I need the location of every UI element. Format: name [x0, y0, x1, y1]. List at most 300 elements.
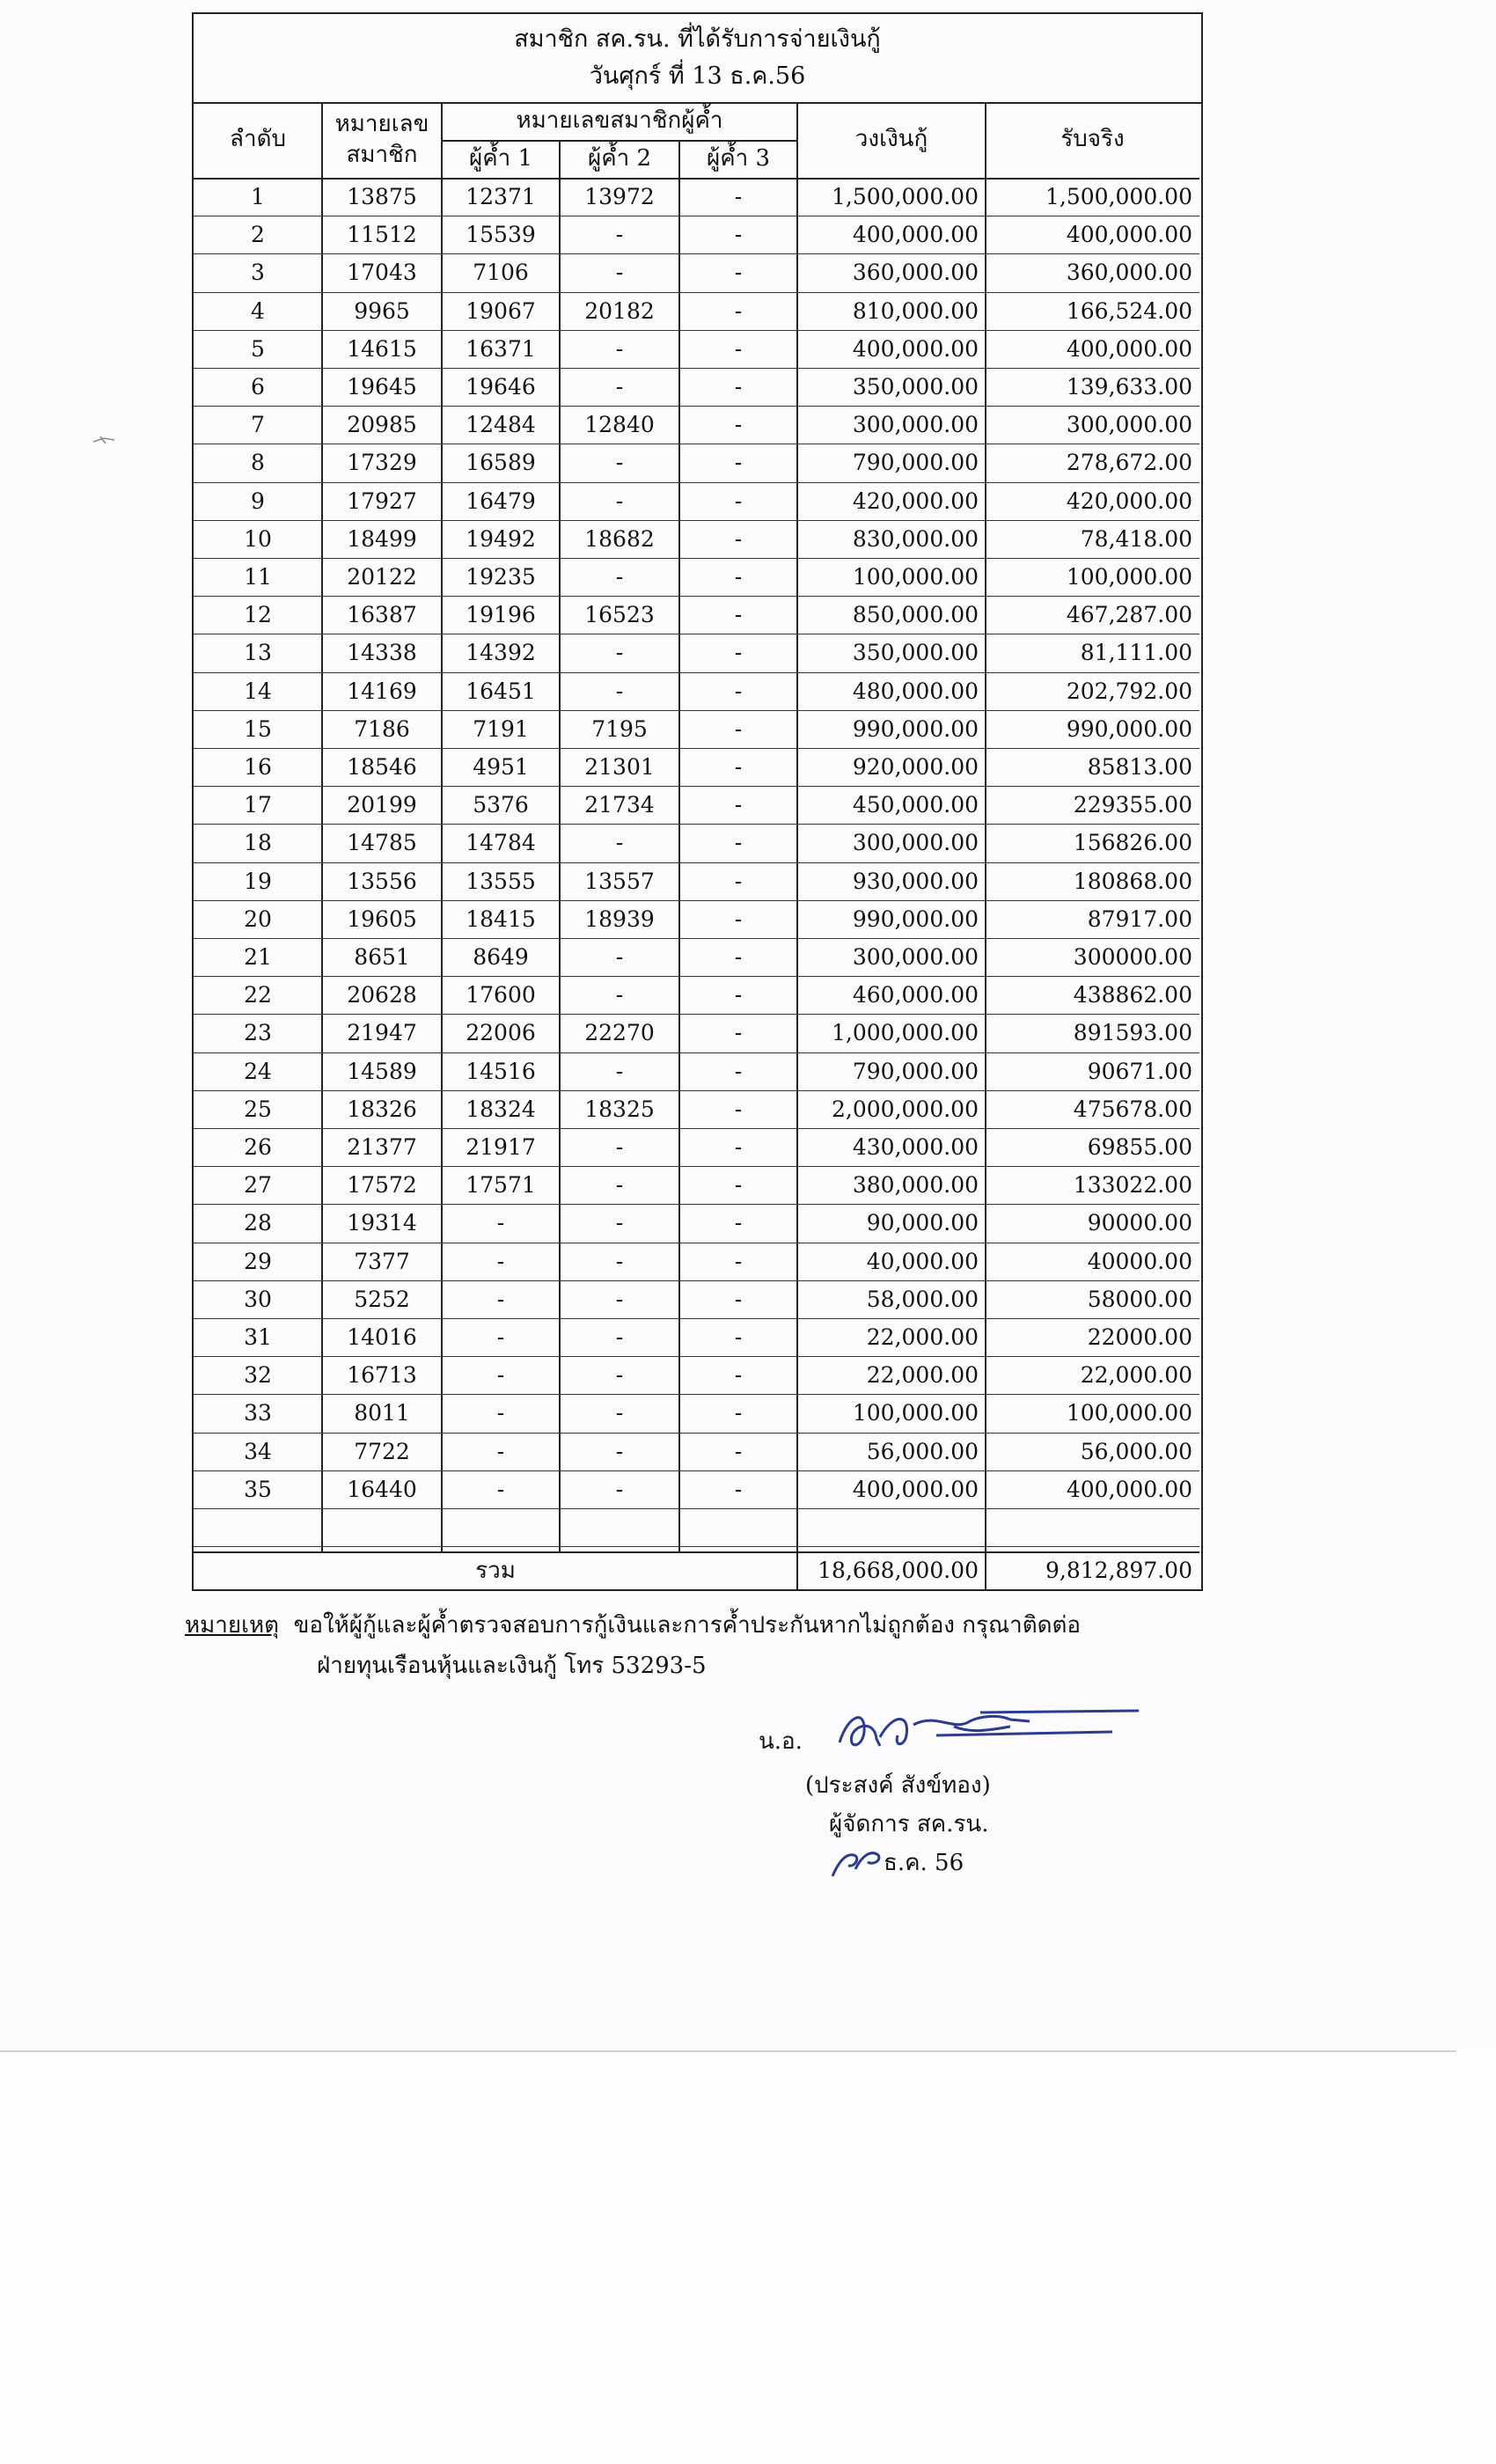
table-row: [194, 559, 1199, 597]
signer-position: ผู้จัดการ สค.รน.: [829, 1811, 989, 1837]
cell-guarantor-1: 14516: [466, 1058, 536, 1084]
header-loan-limit: วงเงินกู้: [854, 126, 928, 153]
cell-seq: 18: [244, 830, 272, 856]
cell-loan-limit: 450,000.00: [852, 792, 979, 818]
table-row: [194, 939, 1199, 977]
cell-guarantor-3: -: [734, 602, 743, 628]
header-seq: ลำดับ: [230, 126, 286, 153]
handwritten-signature: [822, 1697, 1156, 1767]
cell-guarantor-2: -: [615, 260, 624, 286]
table-row: [194, 825, 1199, 862]
cell-member-no: 14615: [347, 335, 417, 362]
table-row: [194, 1319, 1199, 1357]
cell-loan-limit: 56,000.00: [866, 1438, 979, 1464]
cell-member-no: 17043: [347, 260, 417, 286]
row-divider: [194, 1546, 1199, 1547]
cell-seq: 22: [244, 982, 272, 1008]
table-row: [194, 977, 1199, 1015]
cell-received: 40000.00: [1087, 1248, 1192, 1274]
cell-member-no: 13875: [347, 184, 417, 209]
cell-received: 58000.00: [1087, 1286, 1192, 1312]
cell-guarantor-3: -: [734, 1438, 743, 1464]
cell-received: 156826.00: [1073, 830, 1192, 856]
table-row: [194, 254, 1199, 292]
header-guarantor-group: หมายเลขสมาชิกผู้ค้ำ: [516, 107, 723, 135]
table-row: [194, 483, 1199, 521]
cell-guarantor-1: -: [496, 1438, 505, 1464]
cell-guarantor-3: -: [734, 1058, 743, 1084]
cell-guarantor-1: 21917: [466, 1134, 536, 1160]
cell-guarantor-2: 21301: [584, 754, 655, 780]
table-row: [194, 1243, 1199, 1281]
cell-guarantor-2: 18682: [584, 525, 655, 552]
cell-loan-limit: 300,000.00: [852, 412, 979, 438]
cell-guarantor-1: 16589: [466, 450, 536, 476]
cell-received: 229355.00: [1073, 792, 1192, 818]
cell-member-no: 8651: [354, 944, 410, 970]
title-line-1: สมาชิก สค.รน. ที่ได้รับการจ่ายเงินกู้: [514, 26, 881, 53]
header-member-no-line1: หมายเลข: [334, 110, 429, 137]
table-row: [194, 1434, 1199, 1471]
cell-guarantor-1: 19646: [466, 374, 536, 400]
cell-guarantor-1: 12371: [466, 184, 536, 209]
cell-guarantor-1: 19235: [466, 564, 536, 590]
cell-guarantor-2: -: [615, 1362, 624, 1389]
cell-member-no: 20985: [347, 412, 417, 438]
table-row: [194, 1357, 1199, 1395]
cell-seq: 35: [244, 1476, 272, 1502]
cell-member-no: 21947: [347, 1020, 417, 1046]
cell-guarantor-3: -: [734, 792, 743, 818]
cell-received: 180868.00: [1073, 868, 1192, 894]
header-divider: [442, 140, 797, 142]
signer-rank: น.อ.: [759, 1728, 803, 1755]
cell-received: 990,000.00: [1066, 715, 1192, 742]
cell-guarantor-1: -: [496, 1324, 505, 1350]
cell-loan-limit: 350,000.00: [852, 640, 979, 666]
cell-guarantor-3: -: [734, 335, 743, 362]
cell-guarantor-3: -: [734, 1400, 743, 1426]
cell-loan-limit: 930,000.00: [852, 868, 979, 894]
total-label: รวม: [475, 1558, 516, 1584]
cell-guarantor-3: -: [734, 297, 743, 324]
cell-guarantor-2: -: [615, 335, 624, 362]
cell-guarantor-3: -: [734, 1324, 743, 1350]
cell-seq: 13: [244, 640, 272, 666]
cell-member-no: 14785: [347, 830, 417, 856]
cell-guarantor-1: 5376: [473, 792, 529, 818]
cell-received: 166,524.00: [1066, 297, 1192, 324]
cell-guarantor-1: 18324: [466, 1096, 536, 1122]
cell-seq: 12: [244, 602, 272, 628]
cell-guarantor-1: 12484: [466, 412, 536, 438]
cell-guarantor-1: 16479: [466, 488, 536, 514]
cell-received: 300000.00: [1073, 944, 1192, 970]
cell-member-no: 17572: [347, 1172, 417, 1199]
table-row: [194, 444, 1199, 482]
cell-received: 438862.00: [1073, 982, 1192, 1008]
cell-guarantor-2: -: [615, 1172, 624, 1199]
title-line-2: วันศุกร์ ที่ 13 ธ.ค.56: [589, 62, 806, 90]
cell-loan-limit: 990,000.00: [852, 906, 979, 932]
cell-loan-limit: 100,000.00: [852, 1400, 979, 1426]
header-guarantor-2: ผู้ค้ำ 2: [587, 145, 652, 172]
signature-date: ธ.ค. 56: [884, 1850, 964, 1876]
cell-guarantor-2: -: [615, 640, 624, 666]
cell-seq: 28: [244, 1210, 272, 1236]
header-guarantor-3: ผู้ค้ำ 3: [706, 145, 771, 172]
cell-guarantor-3: -: [734, 412, 743, 438]
cell-loan-limit: 300,000.00: [852, 830, 979, 856]
cell-received: 400,000.00: [1066, 222, 1192, 248]
cell-guarantor-2: 21734: [584, 792, 655, 818]
cell-guarantor-1: 14784: [466, 830, 536, 856]
table-row: [194, 1091, 1199, 1129]
cell-received: 1,500,000.00: [1045, 184, 1192, 209]
cell-guarantor-2: -: [615, 1058, 624, 1084]
cell-loan-limit: 22,000.00: [866, 1324, 979, 1350]
cell-guarantor-1: -: [496, 1362, 505, 1389]
cell-seq: 29: [244, 1248, 272, 1274]
scan-speck-mark: [92, 433, 118, 447]
cell-guarantor-3: -: [734, 868, 743, 894]
cell-guarantor-1: 7191: [473, 715, 529, 742]
table-row: [194, 673, 1199, 711]
cell-guarantor-3: -: [734, 564, 743, 590]
cell-guarantor-2: -: [615, 678, 624, 704]
table-row: [194, 521, 1199, 559]
cell-guarantor-3: -: [734, 1476, 743, 1502]
cell-seq: 10: [244, 525, 272, 552]
cell-received: 90000.00: [1087, 1210, 1192, 1236]
cell-seq: 27: [244, 1172, 272, 1199]
cell-loan-limit: 420,000.00: [852, 488, 979, 514]
cell-seq: 31: [244, 1324, 272, 1350]
cell-received: 360,000.00: [1066, 260, 1192, 286]
cell-guarantor-2: -: [615, 1248, 624, 1274]
cell-seq: 20: [244, 906, 272, 932]
total-received: 9,812,897.00: [1045, 1558, 1192, 1583]
cell-received: 22,000.00: [1080, 1362, 1192, 1389]
cell-guarantor-3: -: [734, 260, 743, 286]
cell-member-no: 11512: [347, 222, 417, 248]
cell-seq: 26: [244, 1134, 272, 1160]
cell-guarantor-2: 16523: [584, 602, 655, 628]
table-row: [194, 1471, 1199, 1509]
cell-loan-limit: 460,000.00: [852, 982, 979, 1008]
table-row: [194, 597, 1199, 634]
table-row: [194, 1053, 1199, 1091]
cell-guarantor-3: -: [734, 374, 743, 400]
cell-loan-limit: 2,000,000.00: [832, 1096, 979, 1122]
note-text-1: ขอให้ผู้กู้และผู้ค้ำตรวจสอบการกู้เงินและการค้ำประกันหากไม่ถูกต้อง กรุณาติดต่อ: [293, 1612, 1081, 1639]
cell-member-no: 16713: [347, 1362, 417, 1389]
cell-loan-limit: 920,000.00: [852, 754, 979, 780]
cell-guarantor-2: -: [615, 944, 624, 970]
cell-guarantor-1: -: [496, 1400, 505, 1426]
cell-guarantor-1: 15539: [466, 222, 536, 248]
cell-received: 475678.00: [1073, 1096, 1192, 1122]
cell-seq: 2: [251, 222, 265, 248]
cell-guarantor-3: -: [734, 640, 743, 666]
cell-guarantor-1: 8649: [473, 944, 529, 970]
cell-received: 56,000.00: [1080, 1438, 1192, 1464]
cell-loan-limit: 790,000.00: [852, 450, 979, 476]
cell-guarantor-1: -: [496, 1286, 505, 1312]
cell-received: 467,287.00: [1066, 602, 1192, 628]
header-received: รับจริง: [1060, 126, 1125, 153]
table-row: [194, 1015, 1199, 1052]
cell-member-no: 20628: [347, 982, 417, 1008]
cell-loan-limit: 350,000.00: [852, 374, 979, 400]
cell-seq: 23: [244, 1020, 272, 1046]
cell-seq: 4: [251, 297, 265, 324]
cell-member-no: 20199: [347, 792, 417, 818]
table-row: [194, 1281, 1199, 1319]
cell-received: 100,000.00: [1066, 1400, 1192, 1426]
cell-guarantor-3: -: [734, 678, 743, 704]
table-title: [194, 14, 1201, 104]
cell-guarantor-1: 19196: [466, 602, 536, 628]
cell-member-no: 19314: [347, 1210, 417, 1236]
note-line-1: [185, 1605, 1241, 1646]
total-loan-limit: 18,668,000.00: [818, 1558, 979, 1583]
cell-loan-limit: 1,500,000.00: [832, 184, 979, 209]
cell-loan-limit: 58,000.00: [866, 1286, 979, 1312]
cell-member-no: 14338: [347, 640, 417, 666]
cell-guarantor-3: -: [734, 1134, 743, 1160]
cell-member-no: 8011: [354, 1400, 410, 1426]
cell-member-no: 20122: [347, 564, 417, 590]
table-row: [194, 1509, 1199, 1547]
cell-received: 90671.00: [1087, 1058, 1192, 1084]
header-member-no: [322, 102, 442, 178]
cell-guarantor-2: -: [615, 374, 624, 400]
cell-member-no: 7186: [354, 715, 410, 742]
cell-guarantor-2: 18939: [584, 906, 655, 932]
cell-guarantor-3: -: [734, 1096, 743, 1122]
cell-guarantor-2: -: [615, 982, 624, 1008]
cell-member-no: 14169: [347, 678, 417, 704]
cell-guarantor-3: -: [734, 222, 743, 248]
cell-guarantor-2: -: [615, 564, 624, 590]
cell-member-no: 18546: [347, 754, 417, 780]
cell-guarantor-3: -: [734, 525, 743, 552]
cell-guarantor-1: 17571: [466, 1172, 536, 1199]
cell-loan-limit: 480,000.00: [852, 678, 979, 704]
header-member-no-line2: สมาชิก: [346, 142, 418, 168]
cell-seq: 16: [244, 754, 272, 780]
cell-seq: 17: [244, 792, 272, 818]
cell-guarantor-1: 13555: [466, 868, 536, 894]
table-row: [194, 787, 1199, 825]
handwritten-date-mark: [829, 1837, 882, 1881]
cell-guarantor-2: -: [615, 222, 624, 248]
cell-guarantor-1: 7106: [473, 260, 529, 286]
cell-guarantor-3: -: [734, 982, 743, 1008]
cell-received: 202,792.00: [1066, 678, 1192, 704]
cell-received: 100,000.00: [1066, 564, 1192, 590]
cell-guarantor-3: -: [734, 1286, 743, 1312]
cell-seq: 1: [251, 184, 265, 209]
cell-received: 300,000.00: [1066, 412, 1192, 438]
cell-loan-limit: 100,000.00: [852, 564, 979, 590]
cell-guarantor-2: -: [615, 830, 624, 856]
note-block: [185, 1605, 1241, 1686]
table-row: [194, 634, 1199, 672]
cell-guarantor-2: 22270: [584, 1020, 655, 1046]
cell-guarantor-1: 19067: [466, 297, 536, 324]
cell-guarantor-3: -: [734, 488, 743, 514]
cell-received: 69855.00: [1087, 1134, 1192, 1160]
table-row: [194, 1167, 1199, 1205]
cell-loan-limit: 90,000.00: [866, 1210, 979, 1236]
cell-member-no: 19605: [347, 906, 417, 932]
table-row: [194, 749, 1199, 787]
cell-loan-limit: 400,000.00: [852, 222, 979, 248]
cell-received: 22000.00: [1087, 1324, 1192, 1350]
cell-seq: 34: [244, 1438, 272, 1464]
cell-member-no: 14589: [347, 1058, 417, 1084]
cell-guarantor-1: 19492: [466, 525, 536, 552]
cell-member-no: 16440: [347, 1476, 417, 1502]
note-heading: หมายเหตุ: [185, 1612, 280, 1639]
cell-guarantor-3: -: [734, 944, 743, 970]
cell-guarantor-1: -: [496, 1248, 505, 1274]
cell-guarantor-1: -: [496, 1210, 505, 1236]
cell-guarantor-3: -: [734, 1210, 743, 1236]
cell-seq: 6: [251, 374, 265, 400]
table-row: [194, 711, 1199, 749]
cell-guarantor-2: -: [615, 450, 624, 476]
cell-guarantor-2: -: [615, 1134, 624, 1160]
cell-member-no: 13556: [347, 868, 417, 894]
cell-seq: 15: [244, 715, 272, 742]
blank-lower-page: [0, 2052, 1496, 2464]
cell-member-no: 17927: [347, 488, 417, 514]
cell-loan-limit: 300,000.00: [852, 944, 979, 970]
cell-guarantor-1: -: [496, 1476, 505, 1502]
cell-guarantor-2: 12840: [584, 412, 655, 438]
table-row: [194, 216, 1199, 254]
note-text-2: ฝ่ายทุนเรือนหุ้นและเงินกู้ โทร 53293-5: [317, 1653, 707, 1679]
cell-seq: 32: [244, 1362, 272, 1389]
cell-seq: 24: [244, 1058, 272, 1084]
cell-guarantor-2: -: [615, 1286, 624, 1312]
cell-guarantor-2: 20182: [584, 297, 655, 324]
cell-seq: 9: [251, 488, 265, 514]
cell-member-no: 18499: [347, 525, 417, 552]
cell-seq: 14: [244, 678, 272, 704]
cell-guarantor-3: -: [734, 1020, 743, 1046]
cell-guarantor-1: 18415: [466, 906, 536, 932]
cell-received: 400,000.00: [1066, 1476, 1192, 1502]
cell-received: 133022.00: [1073, 1172, 1192, 1199]
cell-guarantor-2: 7195: [591, 715, 648, 742]
cell-guarantor-1: 22006: [466, 1020, 536, 1046]
table-row: [194, 293, 1199, 331]
cell-seq: 3: [251, 260, 265, 286]
table-row: [194, 331, 1199, 369]
cell-seq: 19: [244, 868, 272, 894]
handwritten-date-day: [829, 1837, 882, 1881]
cell-seq: 25: [244, 1096, 272, 1122]
cell-member-no: 9965: [354, 297, 410, 324]
cell-member-no: 21377: [347, 1134, 417, 1160]
cell-guarantor-1: 16451: [466, 678, 536, 704]
cell-guarantor-3: -: [734, 184, 743, 209]
cell-guarantor-3: -: [734, 715, 743, 742]
cell-member-no: 16387: [347, 602, 417, 628]
cell-loan-limit: 830,000.00: [852, 525, 979, 552]
cell-received: 420,000.00: [1066, 488, 1192, 514]
cell-guarantor-1: 17600: [466, 982, 536, 1008]
cell-member-no: 7377: [354, 1248, 410, 1274]
table-row: [194, 1205, 1199, 1243]
cell-guarantor-3: -: [734, 754, 743, 780]
cell-seq: 21: [244, 944, 272, 970]
cell-loan-limit: 400,000.00: [852, 1476, 979, 1502]
cell-loan-limit: 990,000.00: [852, 715, 979, 742]
cell-loan-limit: 380,000.00: [852, 1172, 979, 1199]
cell-loan-limit: 400,000.00: [852, 335, 979, 362]
cell-guarantor-3: -: [734, 1248, 743, 1274]
cell-guarantor-2: -: [615, 1476, 624, 1502]
cell-seq: 30: [244, 1286, 272, 1312]
cell-guarantor-3: -: [734, 1362, 743, 1389]
cell-member-no: 7722: [354, 1438, 410, 1464]
signer-name: (ประสงค์ สังข์ทอง): [805, 1772, 991, 1799]
table-row: [194, 863, 1199, 901]
cell-loan-limit: 810,000.00: [852, 297, 979, 324]
total-top-line: [194, 1551, 1199, 1553]
cell-seq: 33: [244, 1400, 272, 1426]
cell-guarantor-2: -: [615, 488, 624, 514]
cell-loan-limit: 360,000.00: [852, 260, 979, 286]
table-row: [194, 1129, 1199, 1167]
cell-member-no: 5252: [354, 1286, 410, 1312]
cell-seq: 11: [244, 564, 272, 590]
cell-guarantor-1: 16371: [466, 335, 536, 362]
cell-member-no: 18326: [347, 1096, 417, 1122]
table-row: [194, 901, 1199, 939]
cell-received: 85813.00: [1087, 754, 1192, 780]
cell-seq: 8: [251, 450, 265, 476]
header-guarantor-1: ผู้ค้ำ 1: [468, 145, 533, 172]
cell-guarantor-3: -: [734, 1172, 743, 1199]
table-row: [194, 179, 1199, 216]
cell-guarantor-2: 18325: [584, 1096, 655, 1122]
cell-seq: 7: [251, 412, 265, 438]
cell-guarantor-2: -: [615, 1438, 624, 1464]
cell-received: 278,672.00: [1066, 450, 1192, 476]
cell-loan-limit: 790,000.00: [852, 1058, 979, 1084]
cell-member-no: 17329: [347, 450, 417, 476]
cell-received: 891593.00: [1073, 1020, 1192, 1046]
cell-member-no: 19645: [347, 374, 417, 400]
cell-received: 81,111.00: [1080, 640, 1192, 666]
cell-received: 78,418.00: [1080, 525, 1192, 552]
cell-guarantor-3: -: [734, 450, 743, 476]
cell-loan-limit: 40,000.00: [866, 1248, 979, 1274]
signature-block: [759, 1716, 1199, 1945]
cell-loan-limit: 430,000.00: [852, 1134, 979, 1160]
cell-guarantor-2: -: [615, 1210, 624, 1236]
cell-guarantor-2: -: [615, 1324, 624, 1350]
cell-guarantor-2: 13557: [584, 868, 655, 894]
cell-received: 400,000.00: [1066, 335, 1192, 362]
cell-guarantor-2: 13972: [584, 184, 655, 209]
